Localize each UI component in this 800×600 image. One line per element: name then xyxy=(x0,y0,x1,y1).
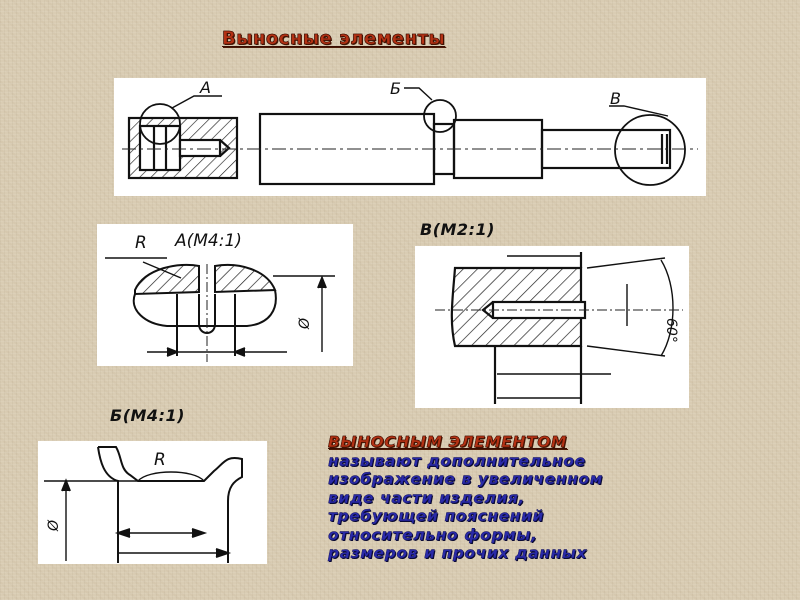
shaft-drawing-svg xyxy=(114,78,706,196)
label-a: А xyxy=(200,78,211,97)
detail-v-angle: 60° xyxy=(663,318,679,343)
label-v: В xyxy=(610,89,621,108)
detail-a-svg xyxy=(97,224,353,366)
definition-line: называют дополнительное xyxy=(328,451,586,470)
definition-line: изображение в увеличенном xyxy=(328,470,604,488)
detail-b-diameter-icon: Ø xyxy=(46,519,62,531)
definition-line: требующей пояснений xyxy=(328,507,545,525)
detail-a-diameter-icon: Ø xyxy=(297,317,313,329)
detail-a-radius: R xyxy=(135,233,147,253)
definition-line: относительно формы, xyxy=(328,525,538,544)
detail-b-svg xyxy=(38,441,267,564)
label-b: Б xyxy=(390,79,401,98)
main-shaft-drawing xyxy=(114,78,706,196)
detail-v-svg xyxy=(415,246,689,408)
detail-b-radius: R xyxy=(154,450,166,470)
definition-line: размеров и прочих данных xyxy=(328,544,588,562)
definition-heading: ВЫНОСНЫМ ЭЛЕМЕНТОМ xyxy=(328,433,568,451)
detail-v-drawing xyxy=(415,246,689,408)
detail-b-caption: Б(М4:1) xyxy=(110,406,185,425)
detail-a-title: А(М4:1) xyxy=(175,231,242,251)
slide-title: Выносные элементы xyxy=(222,28,446,49)
detail-v-caption: В(М2:1) xyxy=(420,220,495,239)
detail-b-drawing xyxy=(38,441,267,564)
definition-line: виде части изделия, xyxy=(328,488,525,507)
definition-text xyxy=(328,433,748,563)
detail-a-drawing xyxy=(97,224,353,366)
